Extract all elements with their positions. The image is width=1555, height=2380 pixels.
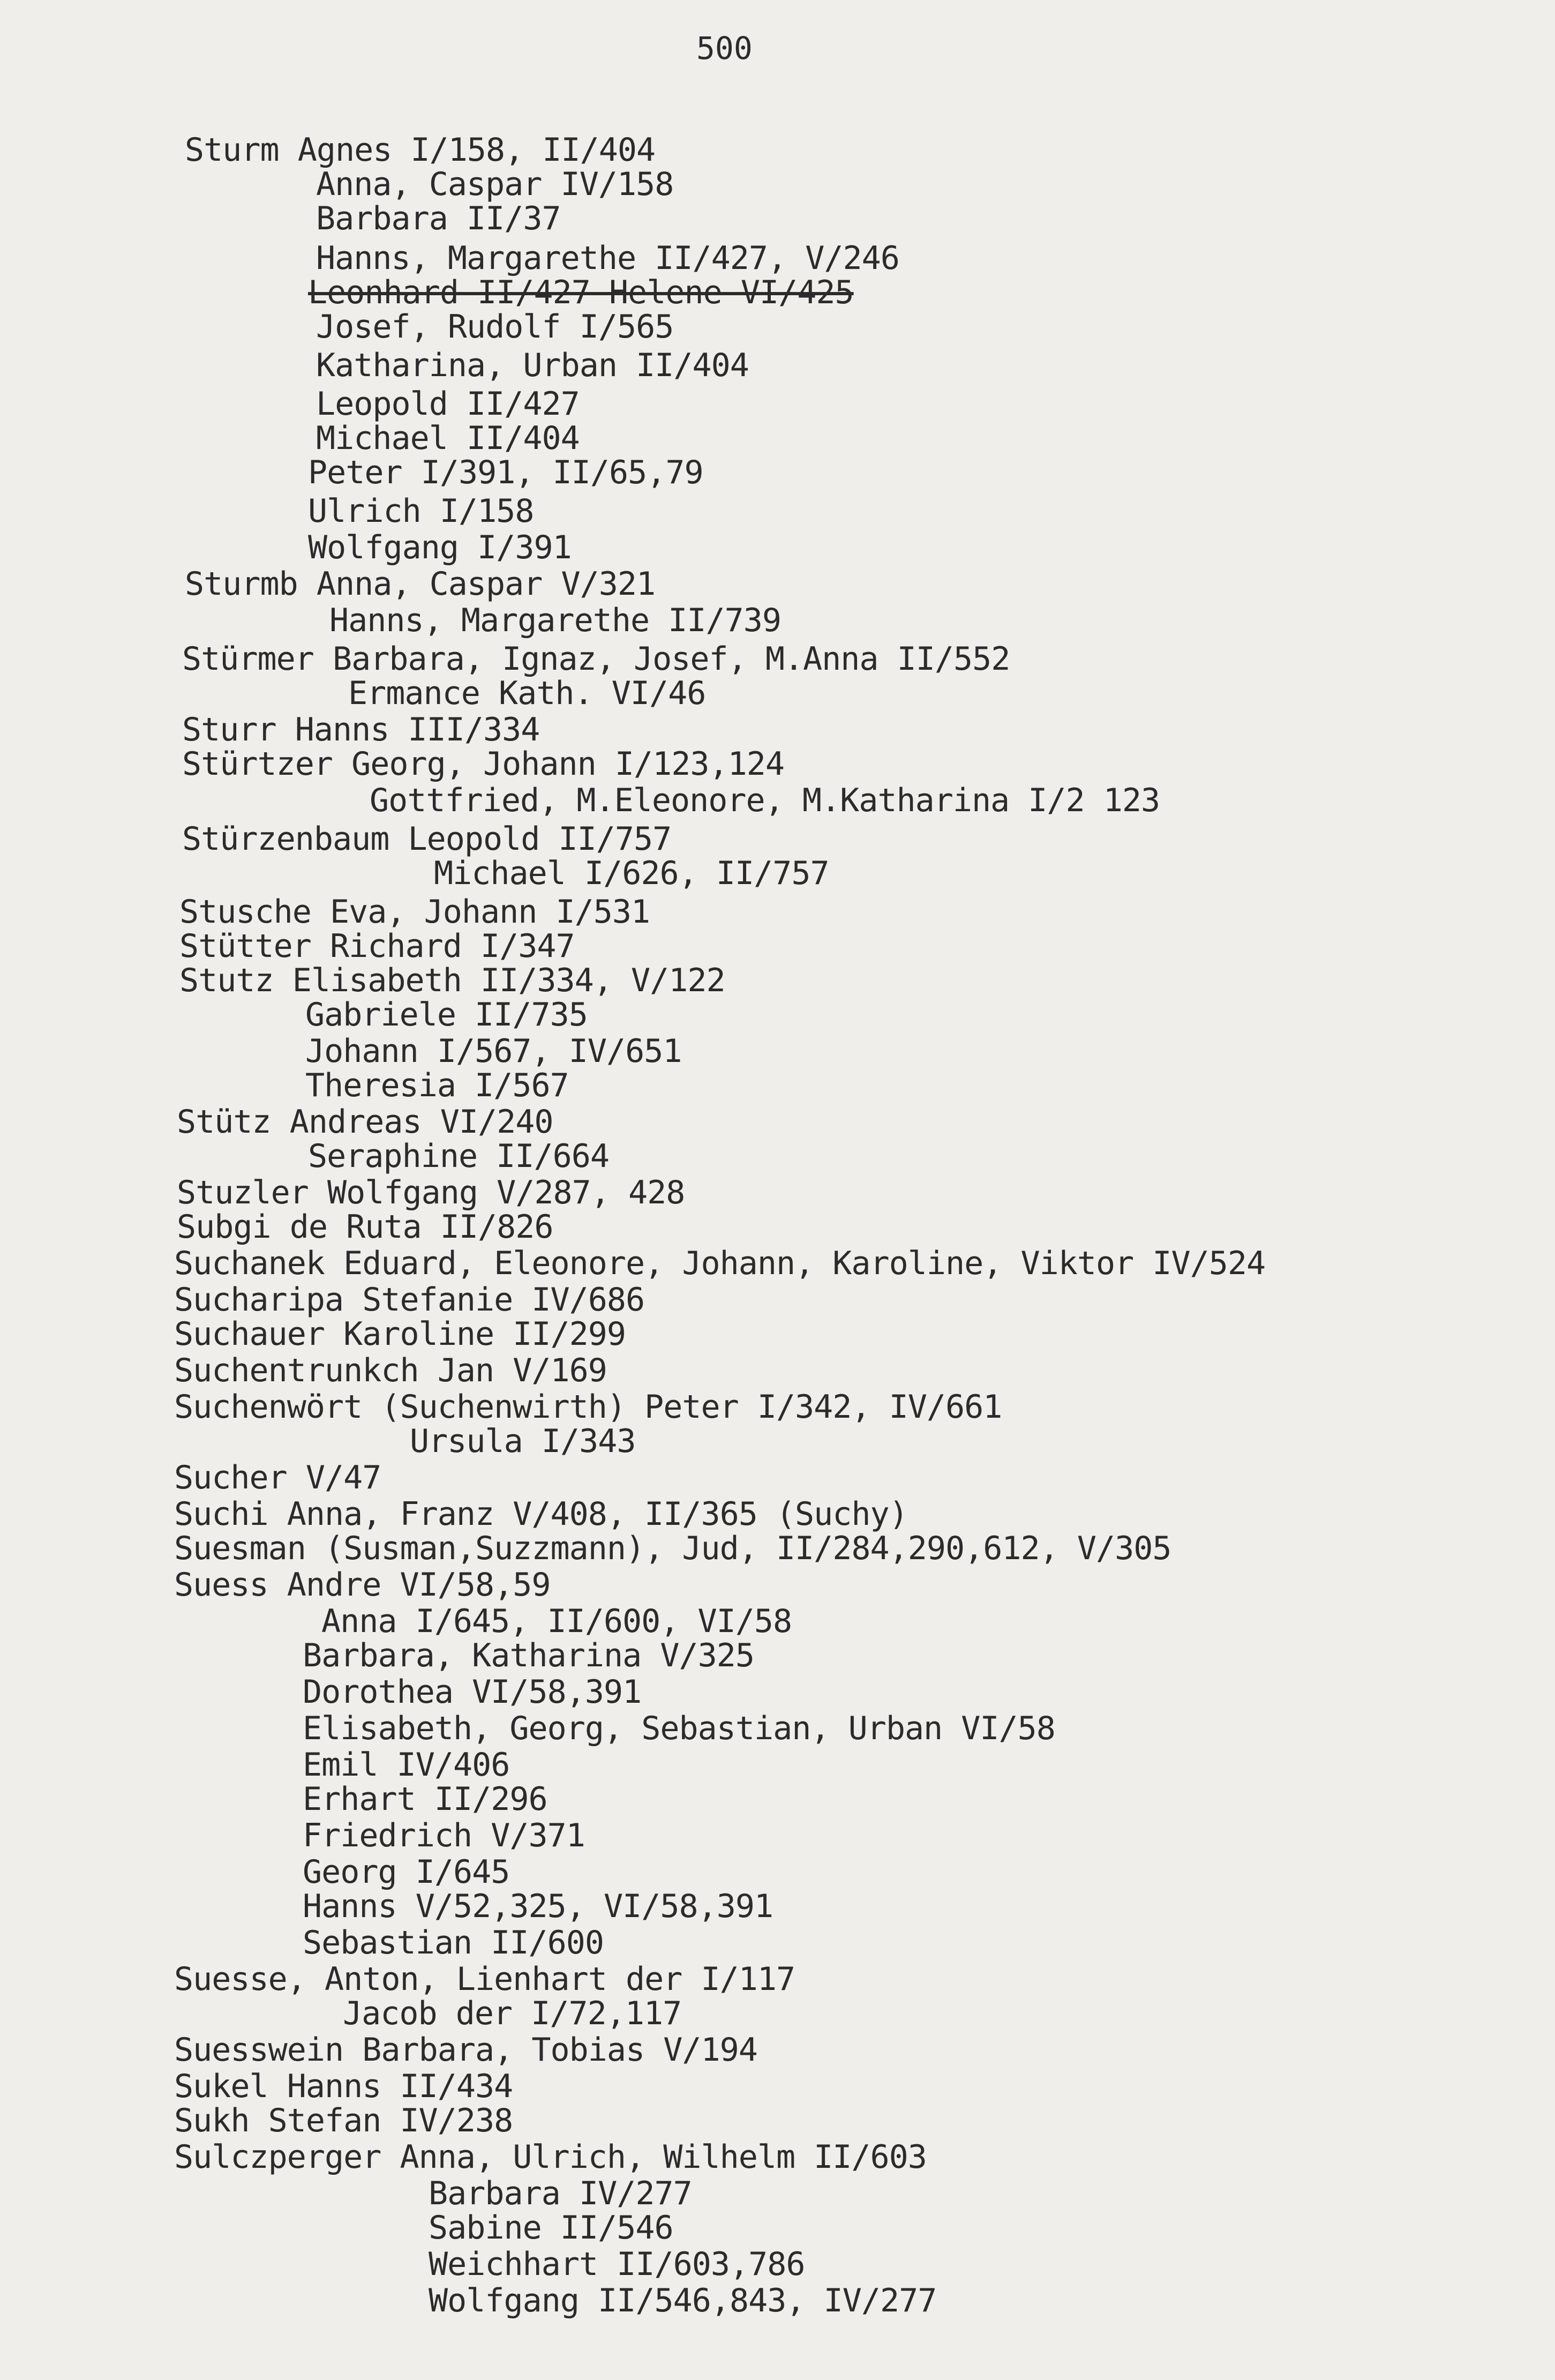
index-line: Erhart II/296 xyxy=(303,1780,547,1818)
index-line: Barbara IV/277 xyxy=(429,2175,692,2212)
index-line: Barbara II/37 xyxy=(316,200,561,237)
index-line: Suesse, Anton, Lienhart der I/117 xyxy=(174,1960,795,1998)
index-line: Sucharipa Stefanie IV/686 xyxy=(174,1281,645,1319)
index-line: Subgi de Ruta II/826 xyxy=(177,1208,553,1246)
index-line: Peter I/391, II/65,79 xyxy=(308,454,703,491)
index-line: Stuzler Wolfgang V/287, 428 xyxy=(177,1174,685,1211)
index-line: Hanns V/52,325, VI/58,391 xyxy=(303,1888,773,1925)
index-line: Sturmb Anna, Caspar V/321 xyxy=(185,565,656,603)
page-number: 500 xyxy=(696,30,753,66)
index-line: Dorothea VI/58,391 xyxy=(303,1673,642,1711)
index-line: Sukel Hanns II/434 xyxy=(174,2068,513,2105)
index-line: Sulczperger Anna, Ulrich, Wilhelm II/603 xyxy=(174,2138,927,2176)
index-line: Suchentrunkch Jan V/169 xyxy=(174,1352,607,1389)
index-line: Suesswein Barbara, Tobias V/194 xyxy=(174,2031,757,2069)
index-line: Stürzenbaum Leopold II/757 xyxy=(182,820,672,858)
index-line: Ermance Kath. VI/46 xyxy=(348,675,706,712)
index-line: Jacob der I/72,117 xyxy=(343,1995,682,2032)
index-line: Ulrich I/158 xyxy=(308,492,534,530)
index-line: Sucher V/47 xyxy=(174,1459,381,1496)
index-line: Anna, Caspar IV/158 xyxy=(316,166,674,203)
index-line: Gottfried, M.Eleonore, M.Katharina I/2 123 xyxy=(370,782,1160,819)
index-line: Sturr Hanns III/334 xyxy=(182,711,540,749)
index-line: Georg I/645 xyxy=(303,1853,510,1891)
index-line: Sturm Agnes I/158, II/404 xyxy=(185,131,656,169)
index-line: Sabine II/546 xyxy=(429,2209,673,2247)
index-line: Stütter Richard I/347 xyxy=(179,927,575,965)
index-line: Gabriele II/735 xyxy=(305,996,588,1034)
index-line: Suesman (Susman,Suzzmann), Jud, II/284,290,612, V/305 xyxy=(174,1530,1171,1567)
index-line: Stütz Andreas VI/240 xyxy=(177,1103,553,1141)
index-line: Wolfgang II/546,843, IV/277 xyxy=(429,2282,937,2319)
index-line: Seraphine II/664 xyxy=(308,1137,609,1175)
index-line: Suchi Anna, Franz V/408, II/365 (Suchy) xyxy=(174,1495,908,1533)
index-line: Katharina, Urban II/404 xyxy=(316,347,749,384)
index-line: Leopold II/427 xyxy=(316,385,580,423)
index-line: Elisabeth, Georg, Sebastian, Urban VI/58 xyxy=(303,1710,1055,1747)
index-line: Johann I/567, IV/651 xyxy=(305,1032,682,1070)
index-line: Emil IV/406 xyxy=(303,1746,510,1784)
index-line: Anna I/645, II/600, VI/58 xyxy=(321,1603,792,1640)
index-line: Michael II/404 xyxy=(316,420,580,457)
index-line: Stusche Eva, Johann I/531 xyxy=(179,893,650,931)
index-line: Sebastian II/600 xyxy=(303,1924,604,1962)
index-line: Barbara, Katharina V/325 xyxy=(303,1637,754,1674)
index-line: Hanns, Margarethe II/739 xyxy=(329,602,781,639)
index-line: Stürmer Barbara, Ignaz, Josef, M.Anna II/552 xyxy=(182,640,1010,678)
index-line: Stutz Elisabeth II/334, V/122 xyxy=(179,962,725,999)
index-line: Suess Andre VI/58,59 xyxy=(174,1566,551,1604)
index-line: Stürtzer Georg, Johann I/123,124 xyxy=(182,745,784,783)
index-line: Josef, Rudolf I/565 xyxy=(316,308,674,346)
index-line: Leonhard II/427 Helene VI/425 xyxy=(308,274,854,311)
index-line: Ursula I/343 xyxy=(410,1423,636,1460)
index-line: Wolfgang I/391 xyxy=(308,529,572,566)
index-line: Sukh Stefan IV/238 xyxy=(174,2102,513,2139)
index-line: Theresia I/567 xyxy=(305,1067,569,1104)
index-line: Suchanek Eduard, Eleonore, Johann, Karoline, Viktor IV/524 xyxy=(174,1245,1266,1282)
index-line: Weichhart II/603,786 xyxy=(429,2246,805,2283)
index-line: Suchenwört (Suchenwirth) Peter I/342, IV/661 xyxy=(174,1388,1002,1426)
index-line: Friedrich V/371 xyxy=(303,1817,585,1854)
index-line: Suchauer Karoline II/299 xyxy=(174,1315,626,1353)
index-line: Hanns, Margarethe II/427, V/246 xyxy=(316,240,899,277)
index-line: Michael I/626, II/757 xyxy=(434,855,829,892)
